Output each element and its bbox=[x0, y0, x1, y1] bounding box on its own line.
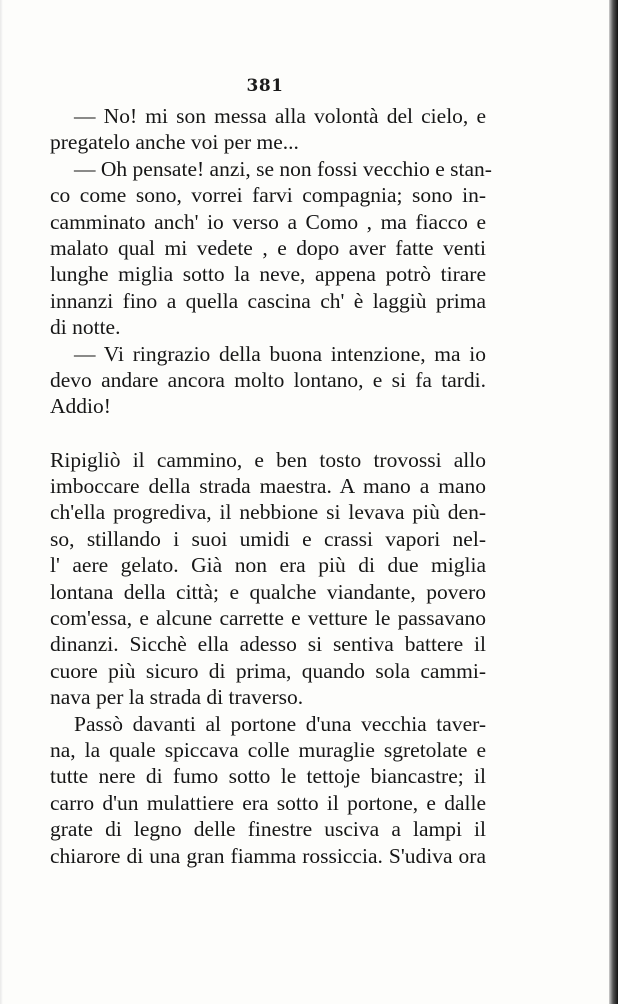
text-line: nava per la strada di traverso. bbox=[50, 685, 304, 710]
text-line: — Vi ringrazio della buona intenzione, ma io bbox=[74, 341, 486, 366]
paragraph bbox=[50, 341, 486, 420]
text-line: camminato anch' io verso a Como , ma fiacco e bbox=[50, 209, 486, 234]
text-line: — Oh pensate! anzi, se non fossi vecchio e stan- bbox=[74, 156, 492, 181]
text-line: innanzi fino a quella cascina ch' è laggiù prima bbox=[50, 288, 486, 313]
text-line: Addio! bbox=[50, 394, 111, 419]
text-line: cuore più sicuro di prima, quando sola cammi- bbox=[50, 658, 486, 683]
text-line: tutte nere di fumo sotto le tettoje biancastre; il bbox=[50, 764, 486, 789]
text-line: di notte. bbox=[50, 315, 121, 340]
text-line: imboccare della strada maestra. A mano a mano bbox=[50, 474, 486, 499]
text-line: Ripigliò il cammino, e ben tosto trovossi allo bbox=[50, 447, 486, 472]
paragraph bbox=[50, 103, 486, 156]
page-binding-edge bbox=[609, 0, 618, 1004]
text-line: grate di legno delle finestre usciva a lampi il bbox=[50, 817, 486, 842]
text-line: ch'ella progrediva, il nebbione si levava più den- bbox=[50, 500, 486, 525]
text-line: com'essa, e alcune carrette e vetture le passavano bbox=[50, 606, 486, 631]
text-line: — No! mi son messa alla volontà del cielo, e bbox=[74, 104, 486, 128]
paragraph-gap bbox=[50, 420, 486, 447]
text-line: devo andare ancora molto lontano, e si fa tardi. bbox=[50, 367, 486, 392]
text-line: l' aere gelato. Già non era più di due miglia bbox=[50, 553, 486, 578]
paragraph bbox=[50, 711, 486, 869]
text-line: carro d'un mulattiere era sotto il portone, e dalle bbox=[50, 790, 486, 815]
text-line: dinanzi. Sicchè ella adesso si sentiva battere il bbox=[50, 632, 486, 657]
body-text bbox=[50, 103, 492, 869]
paragraph bbox=[50, 156, 492, 341]
text-line: chiarore di una gran fiamma rossiccia. S'udiva ora bbox=[50, 843, 486, 868]
text-line: lontana della città; e qualche viandante, povero bbox=[50, 579, 486, 604]
text-line: malato qual mi vedete , e dopo aver fatte venti bbox=[50, 235, 486, 260]
text-line: co come sono, vorrei farvi compagnia; sono in- bbox=[50, 183, 486, 208]
text-line: lunghe miglia sotto la neve, appena potrò tirare bbox=[50, 262, 486, 287]
text-line: pregatelo anche voi per me... bbox=[50, 130, 299, 155]
paragraph bbox=[50, 447, 486, 711]
text-line: Passò davanti al portone d'una vecchia taver- bbox=[74, 711, 486, 736]
page-left-edge bbox=[0, 0, 3, 1004]
text-line: so, stillando i suoi umidi e crassi vapori nel- bbox=[50, 526, 486, 551]
text-line: na, la quale spiccava colle muraglie sgretolate e bbox=[50, 737, 486, 762]
page-number: 381 bbox=[246, 76, 284, 96]
